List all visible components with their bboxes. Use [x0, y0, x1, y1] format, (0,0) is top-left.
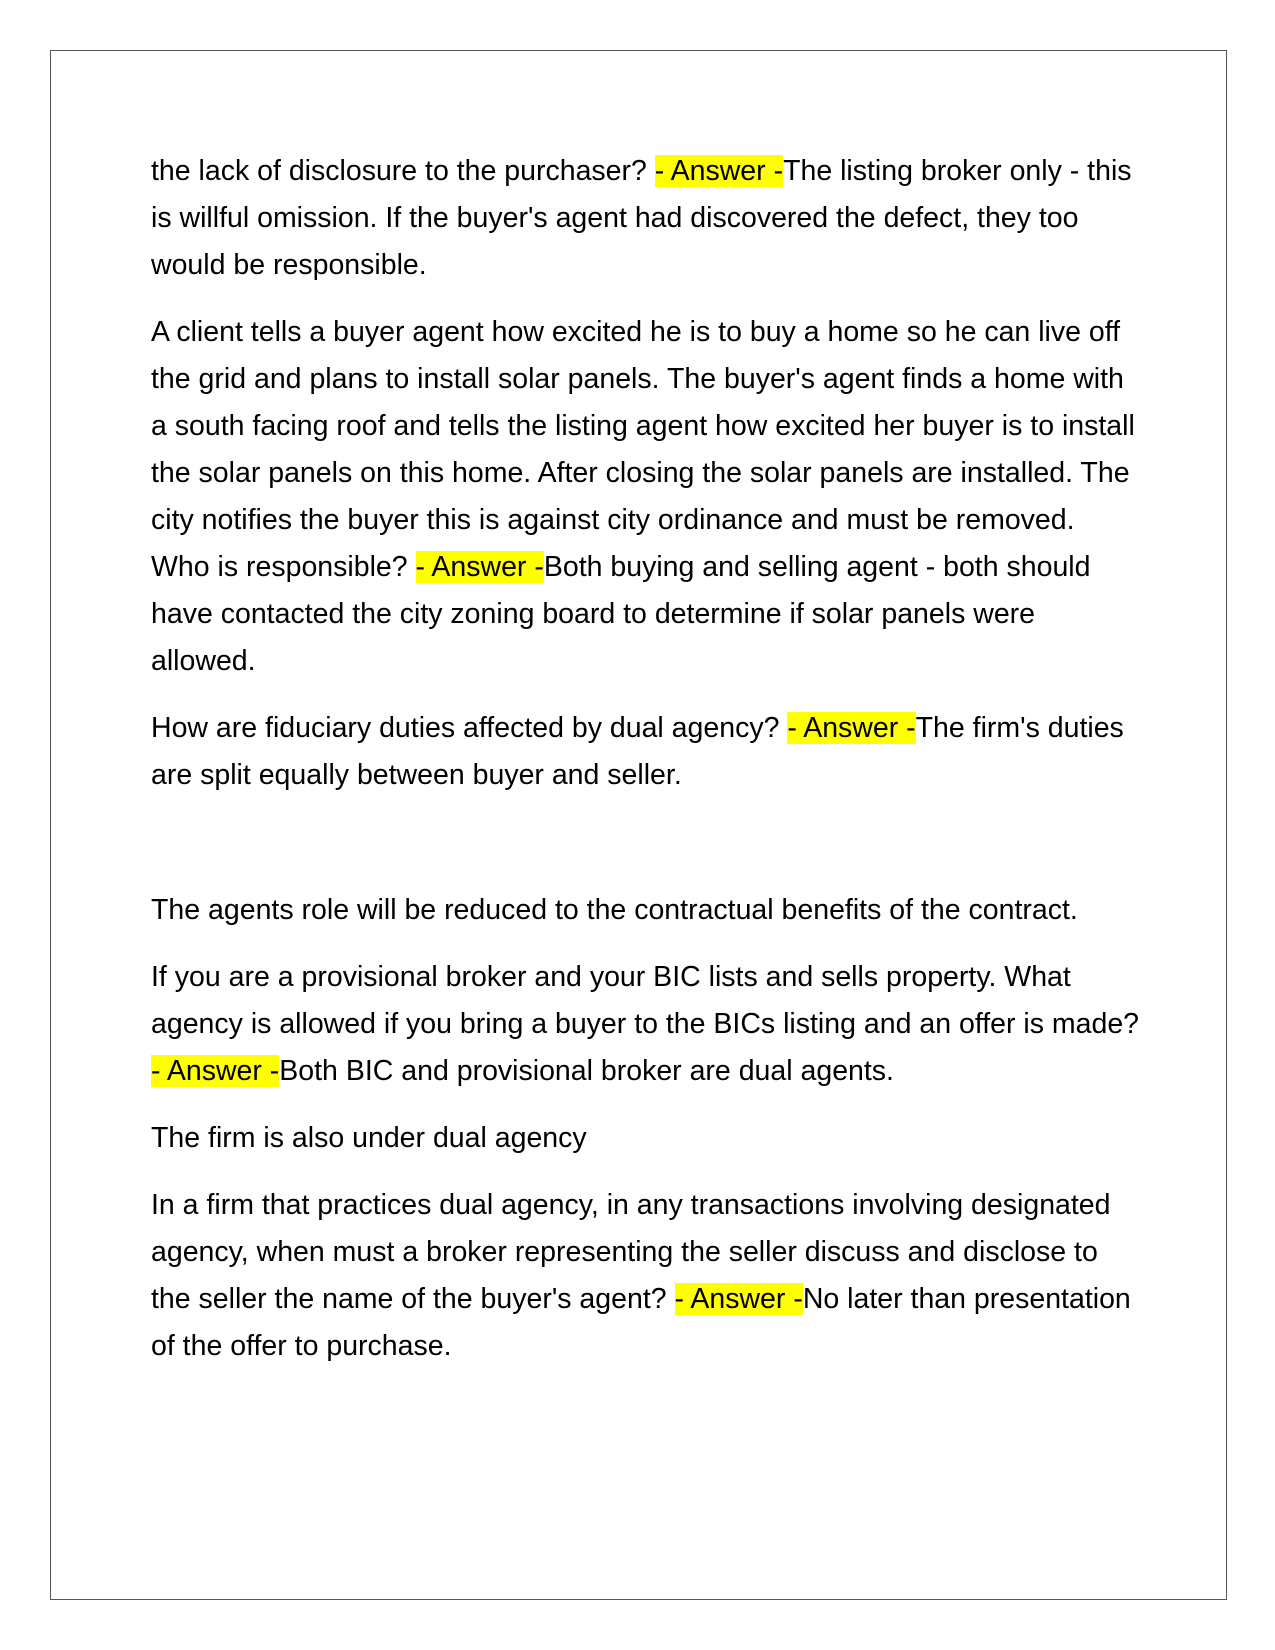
answer-text: The firm's duties are split equally between buyer and seller. — [151, 712, 1124, 791]
question-text: How are fiduciary duties affected by dual agency? — [151, 712, 788, 744]
answer-text: No later than presentation of the offer to purchase. — [151, 1283, 1131, 1362]
document-body — [151, 148, 1141, 1390]
answer-text: The listing broker only - this is willful omission. If the buyer's agent had discovered the defect, they too would be responsible. — [151, 155, 1132, 281]
question-text: the lack of disclosure to the purchaser? — [151, 155, 655, 187]
qa-paragraph-listing-broker — [151, 148, 1141, 289]
answer-text: Both BIC and provisional broker are dual agents. — [279, 1055, 894, 1087]
qa-paragraph-solar-panels — [151, 309, 1141, 685]
qa-paragraph-designated-agency — [151, 1182, 1141, 1370]
answer-marker: - Answer - — [787, 712, 916, 744]
qa-paragraph-provisional-broker — [151, 954, 1141, 1095]
text-paragraph-agents-role: The agents role will be reduced to the contractual benefits of the contract. — [151, 894, 1078, 926]
qa-paragraph-fiduciary-duties — [151, 705, 1141, 799]
answer-marker: - Answer - — [674, 1283, 803, 1315]
question-text: In a firm that practices dual agency, in any transactions involving designated agency, when must a broker representing the seller discuss and disclose to the seller the name of the buyer's agent? — [151, 1189, 1111, 1315]
question-text: If you are a provisional broker and your BIC lists and sells property. What agency is allowed if you bring a buyer to the BICs listing and an offer is made? — [151, 961, 1140, 1040]
answer-marker: - Answer - — [415, 551, 544, 583]
answer-marker: - Answer - — [151, 1055, 280, 1087]
question-text: A client tells a buyer agent how excited he is to buy a home so he can live off the grid and plans to install solar panels. The buyer's agent finds a home with a south facing roof and tells the listing agent how excited her buyer is to install the solar panels on this home. After closing the solar panels are installed. The city notifies the buyer this is against city ordinance and must be removed. Who is responsible? — [151, 316, 1135, 583]
answer-text: Both buying and selling agent - both should have contacted the city zoning board to determine if solar panels were allowed. — [151, 551, 1091, 677]
text-paragraph-firm-dual-agency: The firm is also under dual agency — [151, 1122, 587, 1154]
answer-marker: - Answer - — [654, 155, 784, 187]
